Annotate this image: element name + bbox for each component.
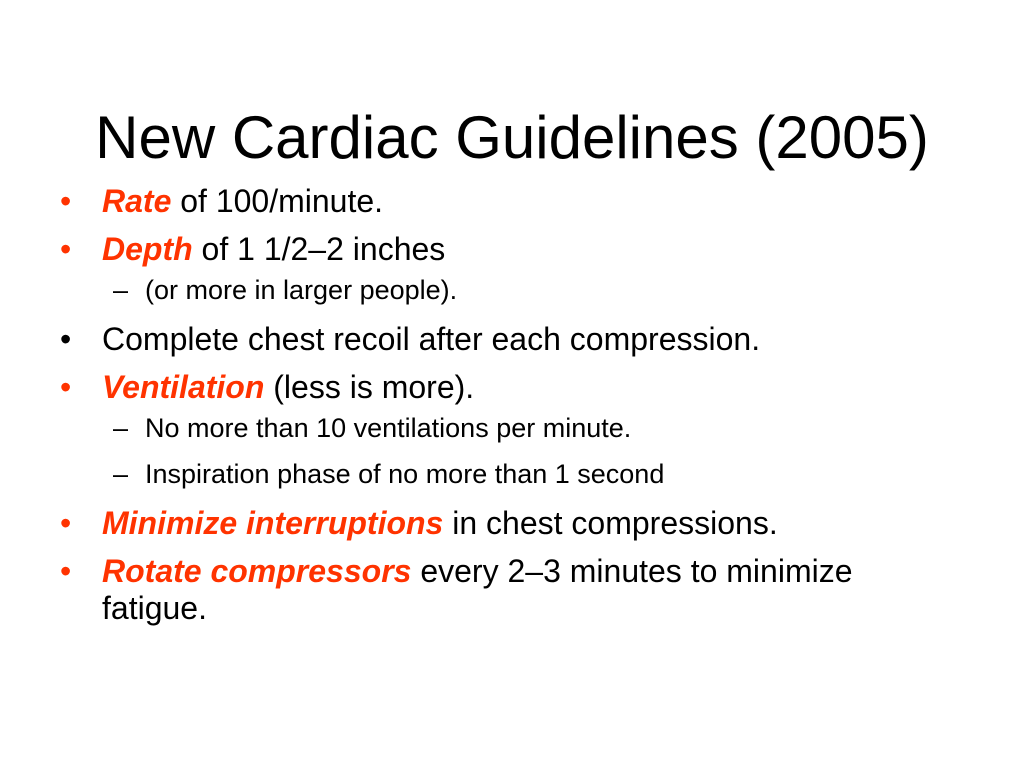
bullet-text: of 1 1/2–2 inches	[192, 231, 446, 267]
bullet-text: Complete chest recoil after each compression.	[102, 321, 761, 357]
bullet-item-rotate-compressors	[60, 553, 902, 627]
bullet-item-minimize-interruptions	[60, 505, 980, 542]
bullet-text: (less is more).	[264, 369, 475, 405]
slide-title: New Cardiac Guidelines (2005)	[95, 104, 929, 172]
sub-bullet-inspiration-phase	[60, 459, 980, 490]
bullet-item-ventilation	[60, 369, 980, 406]
bullet-keyword: Depth	[102, 231, 193, 267]
bullet-keyword: Rate	[102, 183, 172, 219]
bullet-list	[60, 183, 980, 638]
bullet-icon: •	[60, 231, 72, 267]
dash-icon: –	[113, 413, 129, 443]
bullet-icon: •	[60, 321, 72, 357]
bullet-text: of 100/minute.	[171, 183, 384, 219]
sub-bullet-larger-people	[60, 275, 980, 306]
bullet-item-rate	[60, 183, 980, 220]
bullet-icon: •	[60, 553, 72, 589]
bullet-text: every 2–3 minutes to minimize fatigue.	[102, 553, 853, 626]
bullet-item-chest-recoil	[60, 321, 980, 358]
bullet-text: in chest compressions.	[443, 505, 778, 541]
bullet-item-depth	[60, 231, 980, 268]
dash-icon: –	[113, 275, 129, 305]
bullet-icon: •	[60, 369, 72, 405]
bullet-icon: •	[60, 505, 72, 541]
bullet-keyword: Ventilation	[102, 369, 265, 405]
bullet-icon: •	[60, 183, 72, 219]
sub-bullet-text: (or more in larger people).	[145, 275, 458, 305]
bullet-keyword: Rotate compressors	[102, 553, 412, 589]
sub-bullet-text: Inspiration phase of no more than 1 second	[145, 459, 665, 489]
bullet-keyword: Minimize interruptions	[102, 505, 444, 541]
dash-icon: –	[113, 459, 129, 489]
sub-bullet-ventilation-rate	[60, 413, 980, 444]
sub-bullet-text: No more than 10 ventilations per minute.	[145, 413, 632, 443]
